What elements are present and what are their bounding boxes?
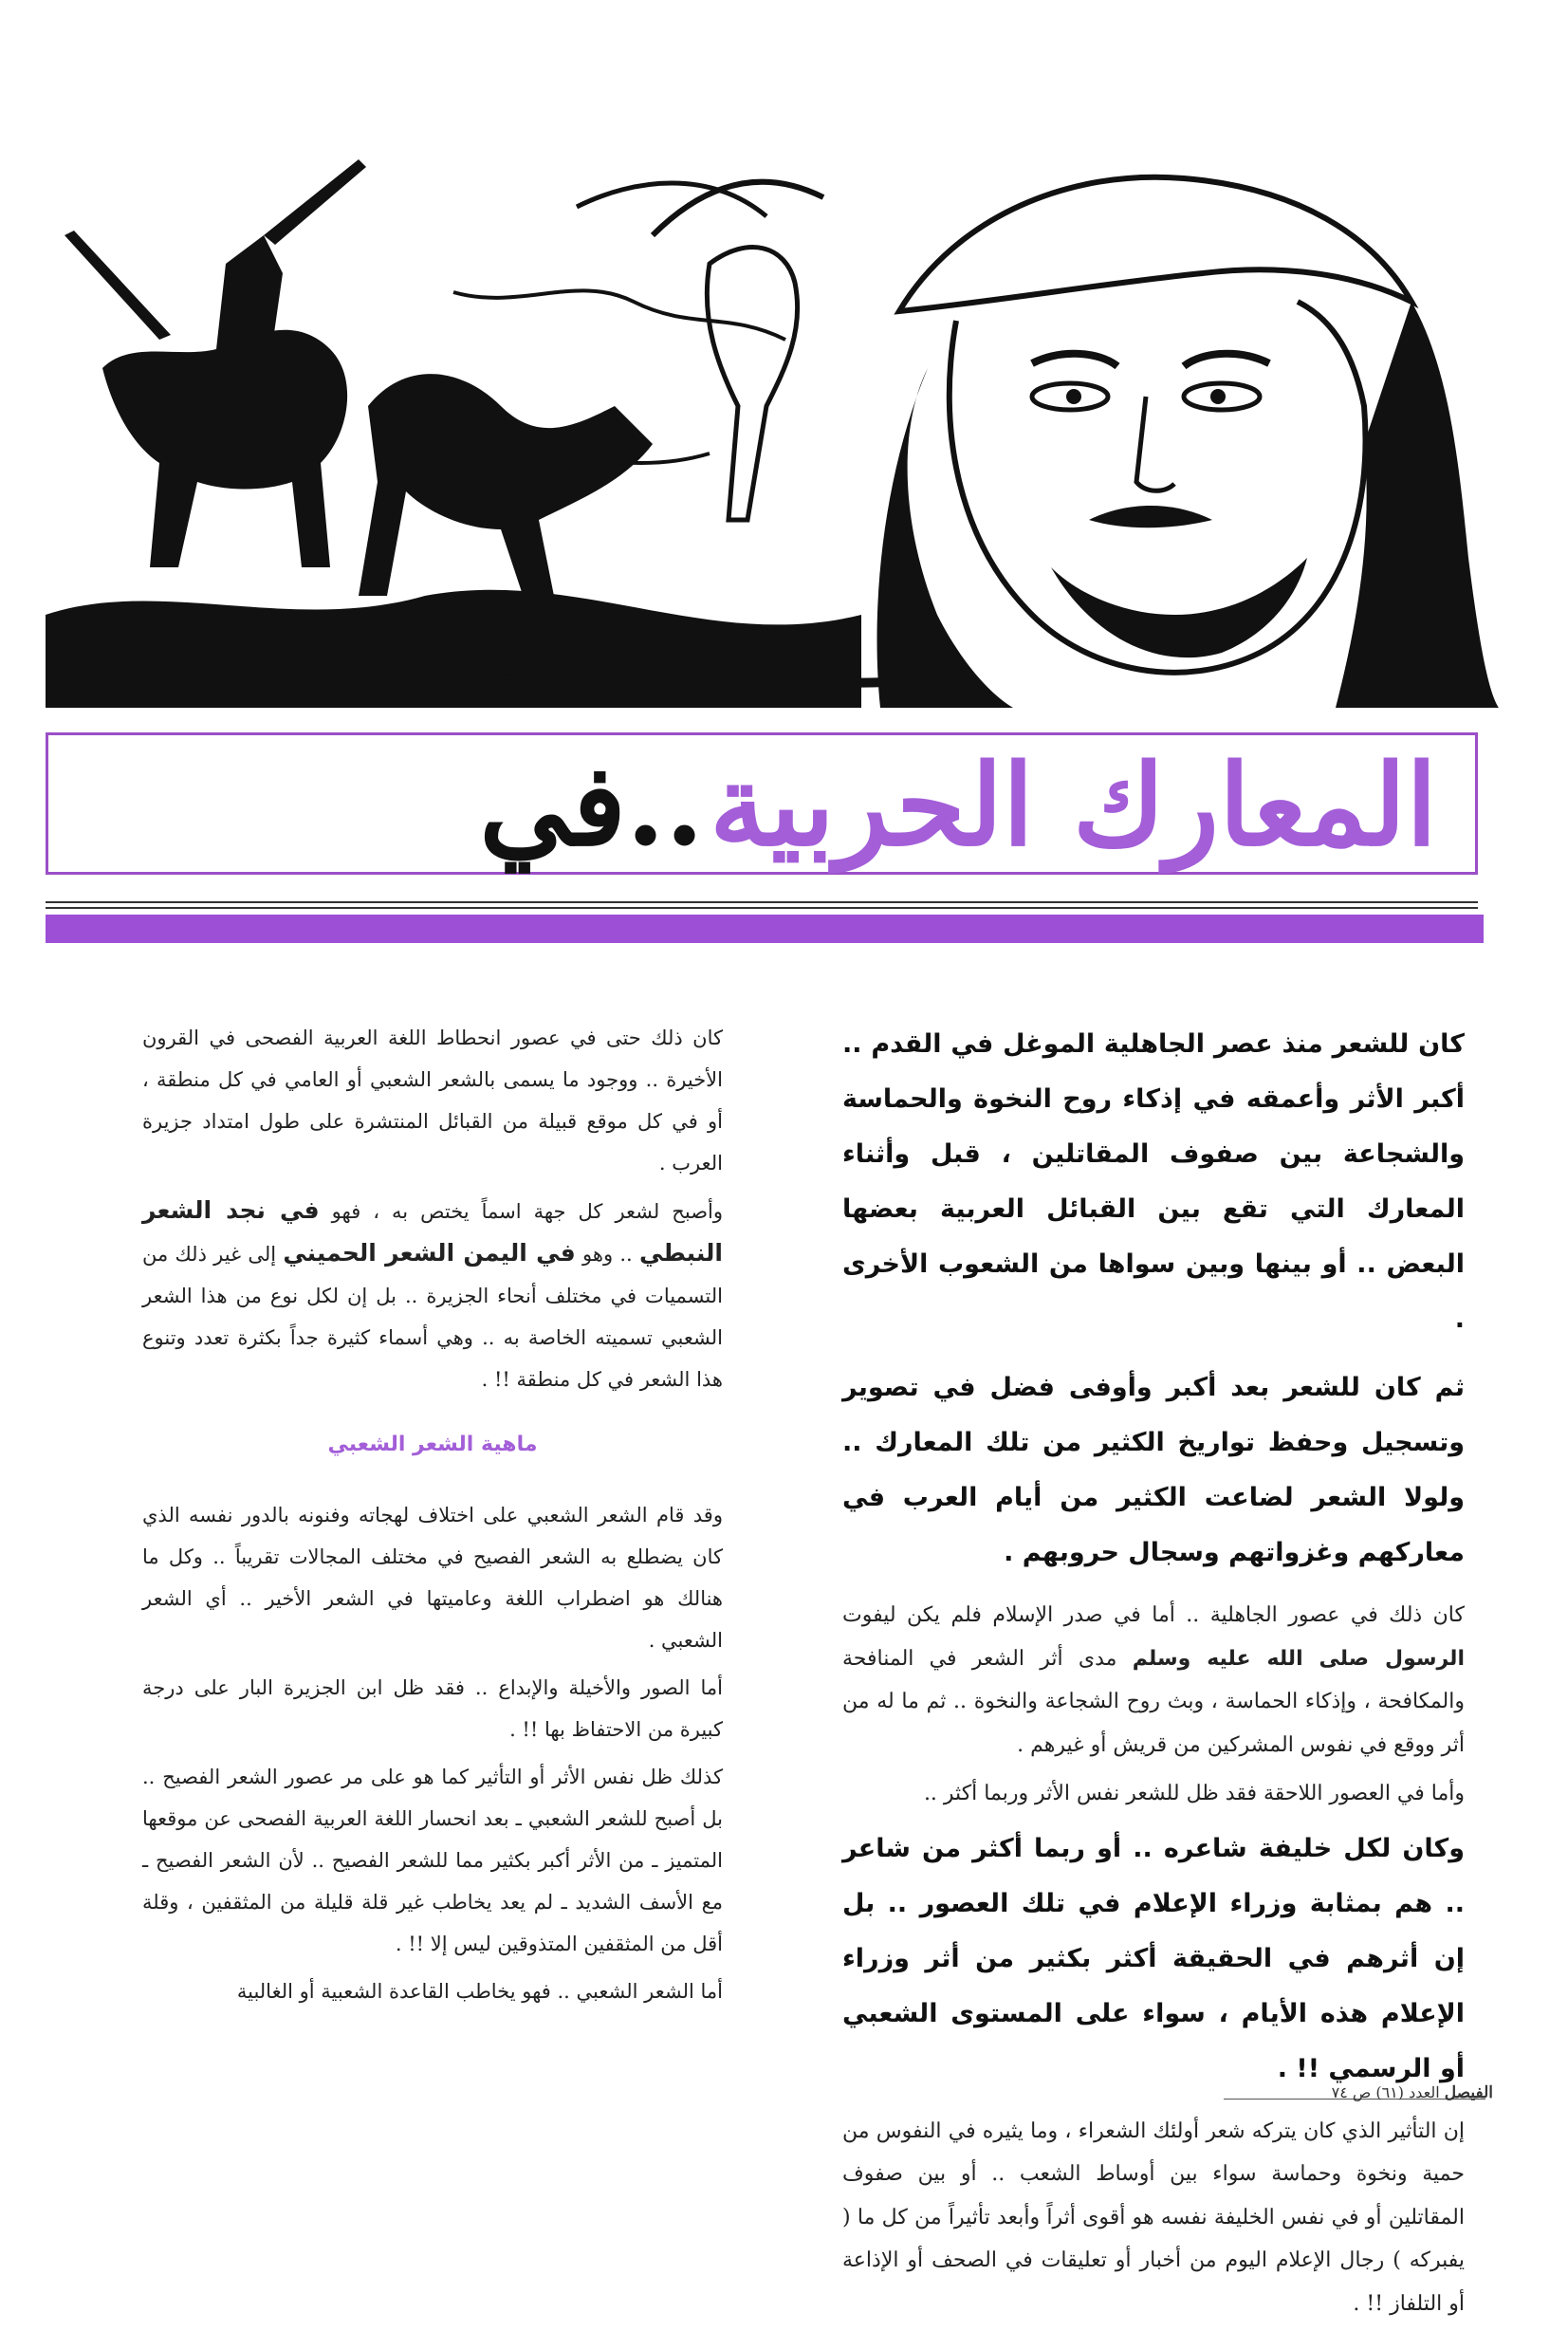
left-paragraph-1: كان ذلك حتى في عصور انحطاط اللغة العربية الفصحى في القرون الأخيرة .. ووجود ما يسمى بالشعر الشعبي أو العامي في كل منطقة ، أو في كل موقع قبيلة من القبائل المنتشرة على طول امتداد جزيرة العرب . [142, 1027, 723, 1175]
left-paragraph-4: أما الصور والأخيلة والإبداع .. فقد ظل ابن الجزيرة البار على درجة كبيرة من الاحتفاظ بها !! . [142, 1676, 723, 1741]
right-column [842, 1017, 1465, 2331]
article-title [479, 739, 1437, 872]
right-paragraph-4: إن التأثير الذي كان يتركه شعر أولئك الشعراء ، وما يثيره في النفوس من حمية ونخوة وحماسة سواء بين أوساط الشعب .. أو بين صفوف المقاتلين أو في نفس الخليفة نفسه هو أقوى أثراً وأبعد تأثيراً من كل ما ( يفبركه ) رجال الإعلام اليوم من أخبار أو تعليقات في الصحف أو الإذاعة أو التلفاز !! . [842, 2118, 1465, 2316]
title-black-part: ..في [479, 739, 705, 871]
left-paragraph-3: وقد قام الشعر الشعبي على اختلاف لهجاته وفنونه بالدور نفسه الذي كان يضطلع به الشعر الفصيح في مختلف المجالات تقريباً .. وكل ما هنالك هو اضطراب اللغة وعاميتها في الشعر الأخير .. أي الشعر الشعبي . [142, 1504, 723, 1652]
title-purple-part: المعارك الحربية [710, 739, 1437, 871]
left-paragraph-5: كذلك ظل نفس الأثر أو التأثير كما هو على مر عصور الشعر الفصيح .. بل أصبح للشعر الشعبي ـ بعد انحسار اللغة العربية الفصحى عن موقعها المتميز ـ من الأثر أكبر بكثير مما للشعر الفصيح .. لأن الشعر الفصيح ـ مع الأسف الشديد ـ لم يعد يخاطب غير قلة قليلة من المثقفين ، وقلة أقل من المثقفين المتذوقين ليس إلا !! . [142, 1766, 723, 1955]
page-footer [1224, 2083, 1493, 2102]
right-bold-paragraph-3: وكان لكل خليفة شاعره .. أو ربما أكثر من شاعر .. هم بمثابة وزراء الإعلام في تلك العصور .. بل إن أثرهم في الحقيقة أكثر بكثير من أثر وزراء الإعلام هذه الأيام ، سواء على المستوى الشعبي أو الرسمي !! . [842, 1833, 1465, 2083]
right-paragraph-2: وأما في العصور اللاحقة فقد ظل للشعر نفس الأثر وربما أكثر .. [923, 1782, 1465, 1805]
left-paragraph-2: وأصبح لشعر كل جهة اسماً يختص به ، فهو في نجد الشعر النبطي .. وهو في اليمن الشعر الحميني إلى غير ذلك من التسميات في مختلف أنحاء الجزيرة .. بل إن لكل نوع من هذا الشعر الشعبي تسميته الخاصة به .. وهي أسماء كثيرة جداً بكثرة تعدد وتنوع هذا الشعر في كل منطقة !! . [142, 1196, 723, 1391]
section-subheading: ماهية الشعر الشعبي [327, 1433, 538, 1456]
right-paragraph-1: كان ذلك في عصور الجاهلية .. أما في صدر الإسلام فلم يكن ليفوت الرسول صلى الله عليه وسلم مدى أثر الشعر في المنافحة والمكافحة ، وإذكاء الحماسة ، وبث روح الشجاعة والنخوة .. ثم ما له من أثر ووقع في نفوس المشركين من قريش أو غيرهم . [842, 1603, 1465, 1757]
magazine-logo: الفيصل [1444, 2083, 1493, 2102]
title-double-rule [46, 901, 1478, 909]
issue-page-number: العدد (٦١) ص ٧٤ [1331, 2083, 1440, 2101]
intro-bold-paragraph-1: كان للشعر منذ عصر الجاهلية الموغل في القدم .. أكبر الأثر وأعمقه في إذكاء روح النخوة والحماسة والشجاعة بين صفوف المقاتلين ، قبل وأثناء المعارك التي تقع بين القبائل العربية بعضها البعض .. أو بينها وبين سواها من الشعوب الأخرى . [842, 1029, 1465, 1334]
title-box [46, 732, 1478, 875]
intro-bold-paragraph-2: ثم كان للشعر بعد أكبر وأوفى فضل في تصوير وتسجيل وحفظ تواريخ الكثير من تلك المعارك .. ولولا الشعر لضاعت الكثير من أيام العرب في معاركهم وغزواتهم وسجال حروبهم . [842, 1373, 1465, 1567]
left-column [142, 1017, 723, 2018]
purple-divider-bar [46, 915, 1484, 943]
left-paragraph-6: أما الشعر الشعبي .. فهو يخاطب القاعدة الشعبية أو الغالبية [236, 1980, 723, 2003]
battle-illustration [46, 121, 1499, 708]
